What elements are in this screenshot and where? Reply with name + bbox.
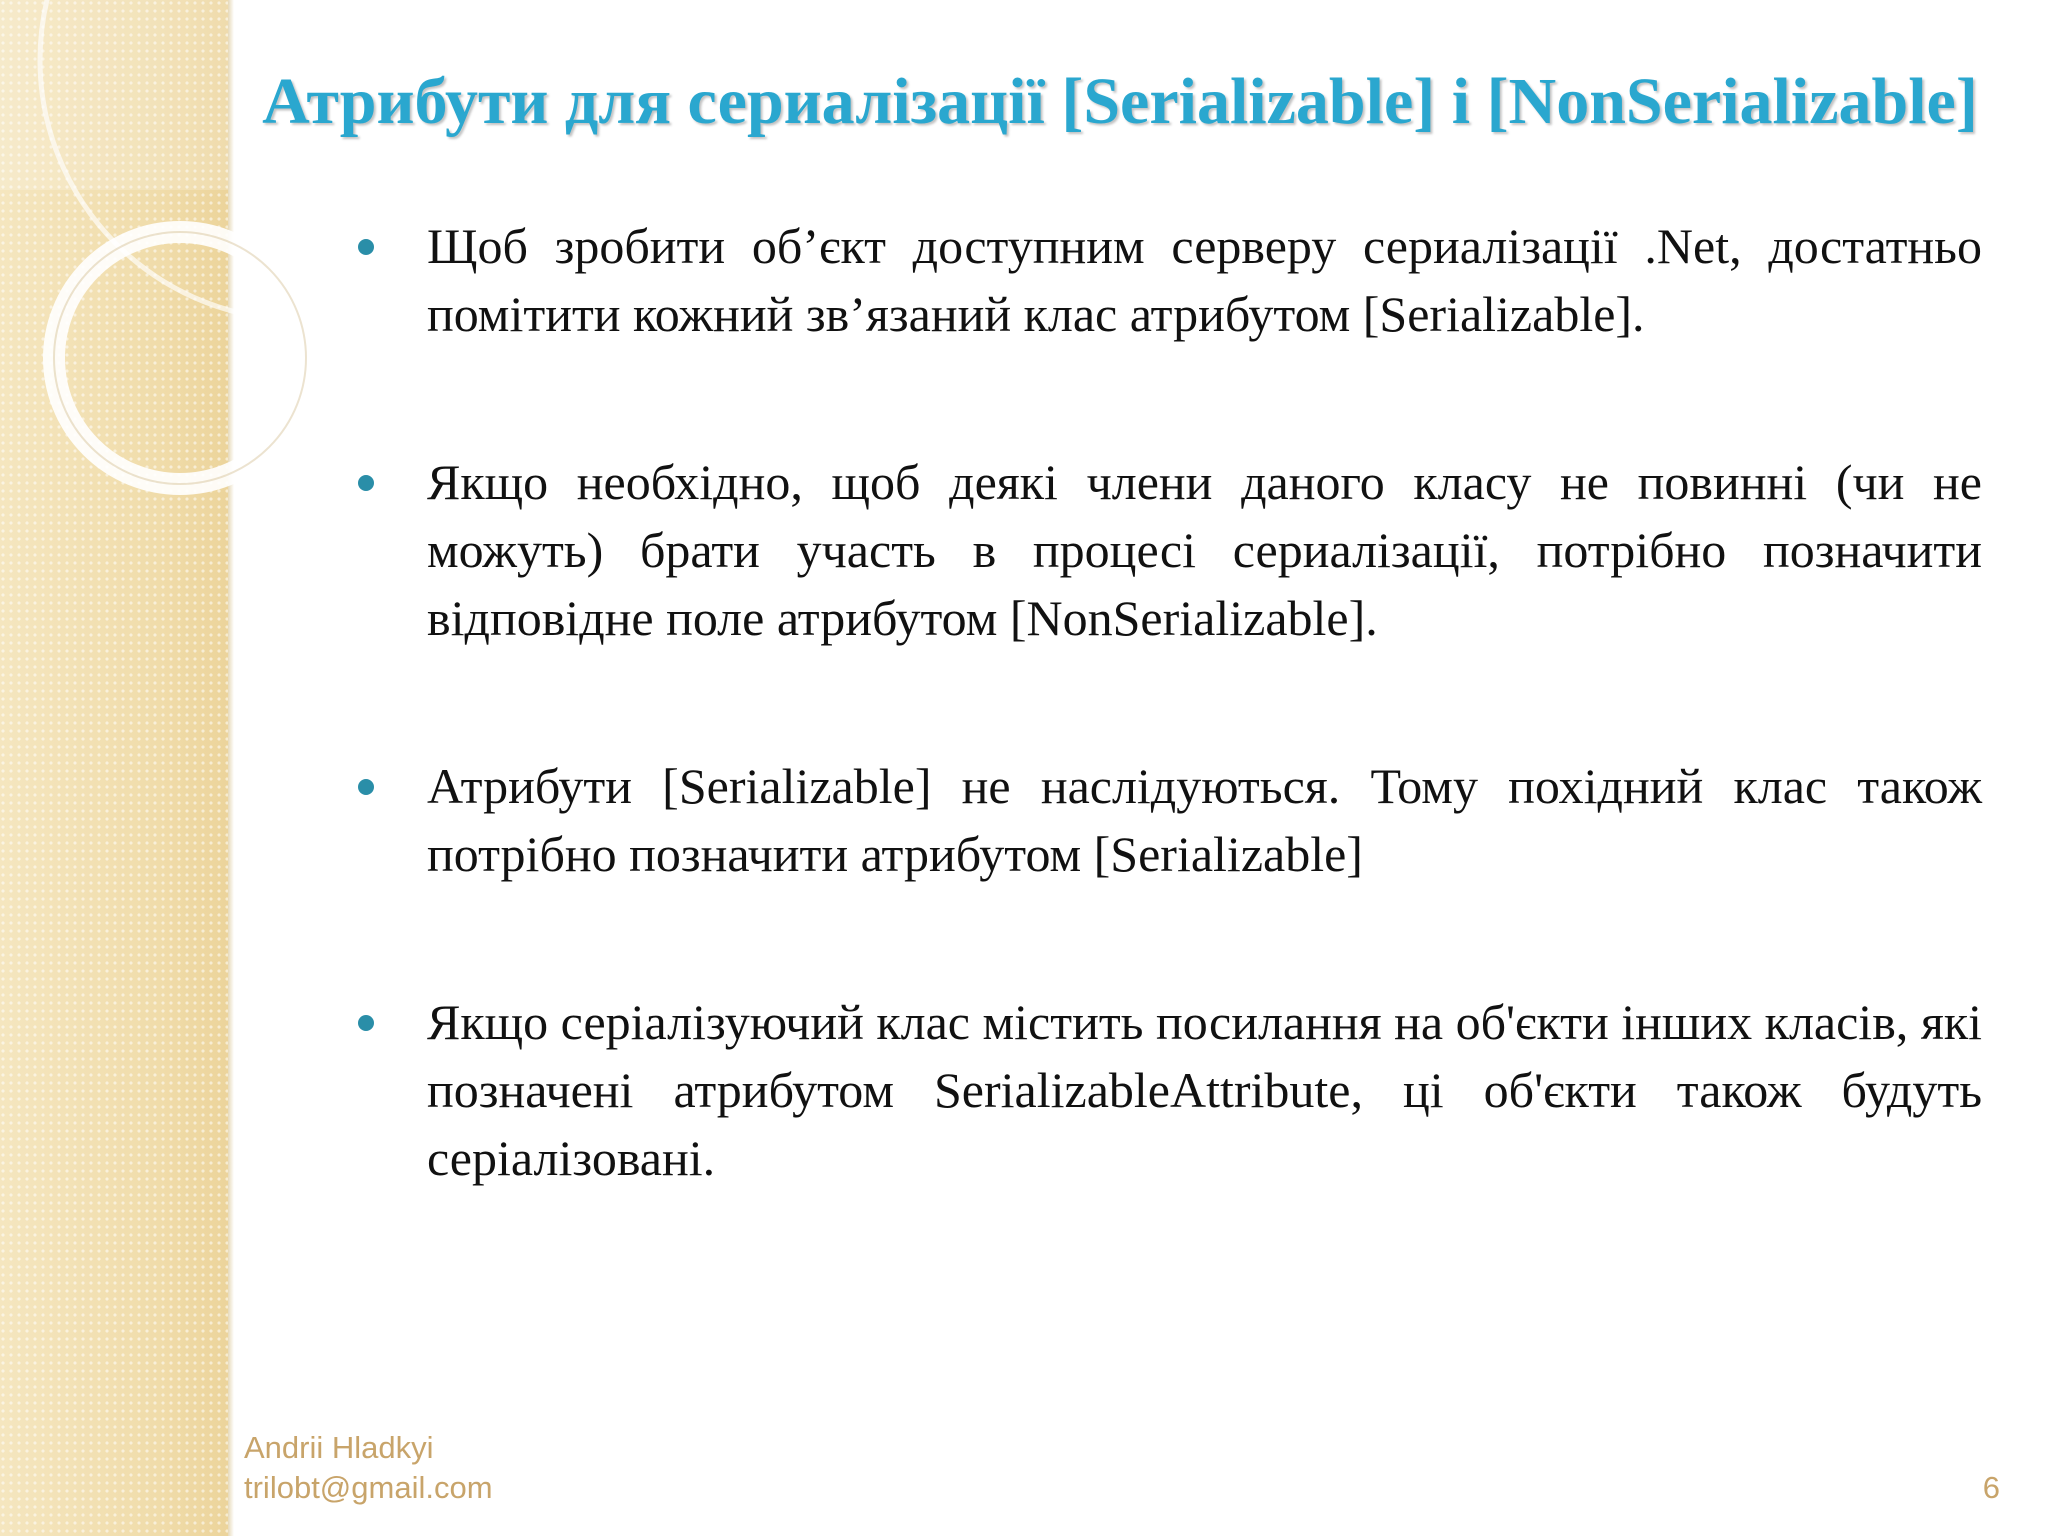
footer-email: trilobt@gmail.com (244, 1470, 493, 1505)
page-number: 6 (1982, 1470, 2000, 1505)
slide-title: Атрибути для сериалізації [Serializable] і [NonSerializable] (262, 65, 1978, 138)
bullet-list (352, 212, 1982, 1192)
bullet-icon (358, 239, 374, 255)
bullet-item (352, 752, 1982, 888)
bullet-item (352, 988, 1982, 1192)
bullet-icon (358, 1015, 374, 1031)
bullet-text: Атрибути [Serializable] не наслідуються. Тому похідний клас також потрібно позначити атрибутом [Serializable] (427, 758, 1982, 882)
footer-author: Andrii Hladkyi (244, 1430, 434, 1465)
bullet-item (352, 212, 1982, 348)
bullet-icon (358, 779, 374, 795)
bullet-text: Якщо необхідно, щоб деякі члени даного класу не повинні (чи не можуть) брати участь в процесі сериалізації, потрібно позначити відповідне поле атрибутом [NonSerializable]. (427, 454, 1982, 646)
bullet-item (352, 448, 1982, 652)
bullet-icon (358, 475, 374, 491)
bullet-text: Якщо серіалізуючий клас містить посилання на об'єкти інших класів, які позначені атрибутом SerializableAttribute, ці об'єкти також будуть серіалізовані. (427, 994, 1982, 1186)
bullet-text: Щоб зробити об’єкт доступним серверу сериалізації .Net, достатньо помітити кожний зв’язаний клас атрибутом [Serializable]. (427, 218, 1982, 342)
